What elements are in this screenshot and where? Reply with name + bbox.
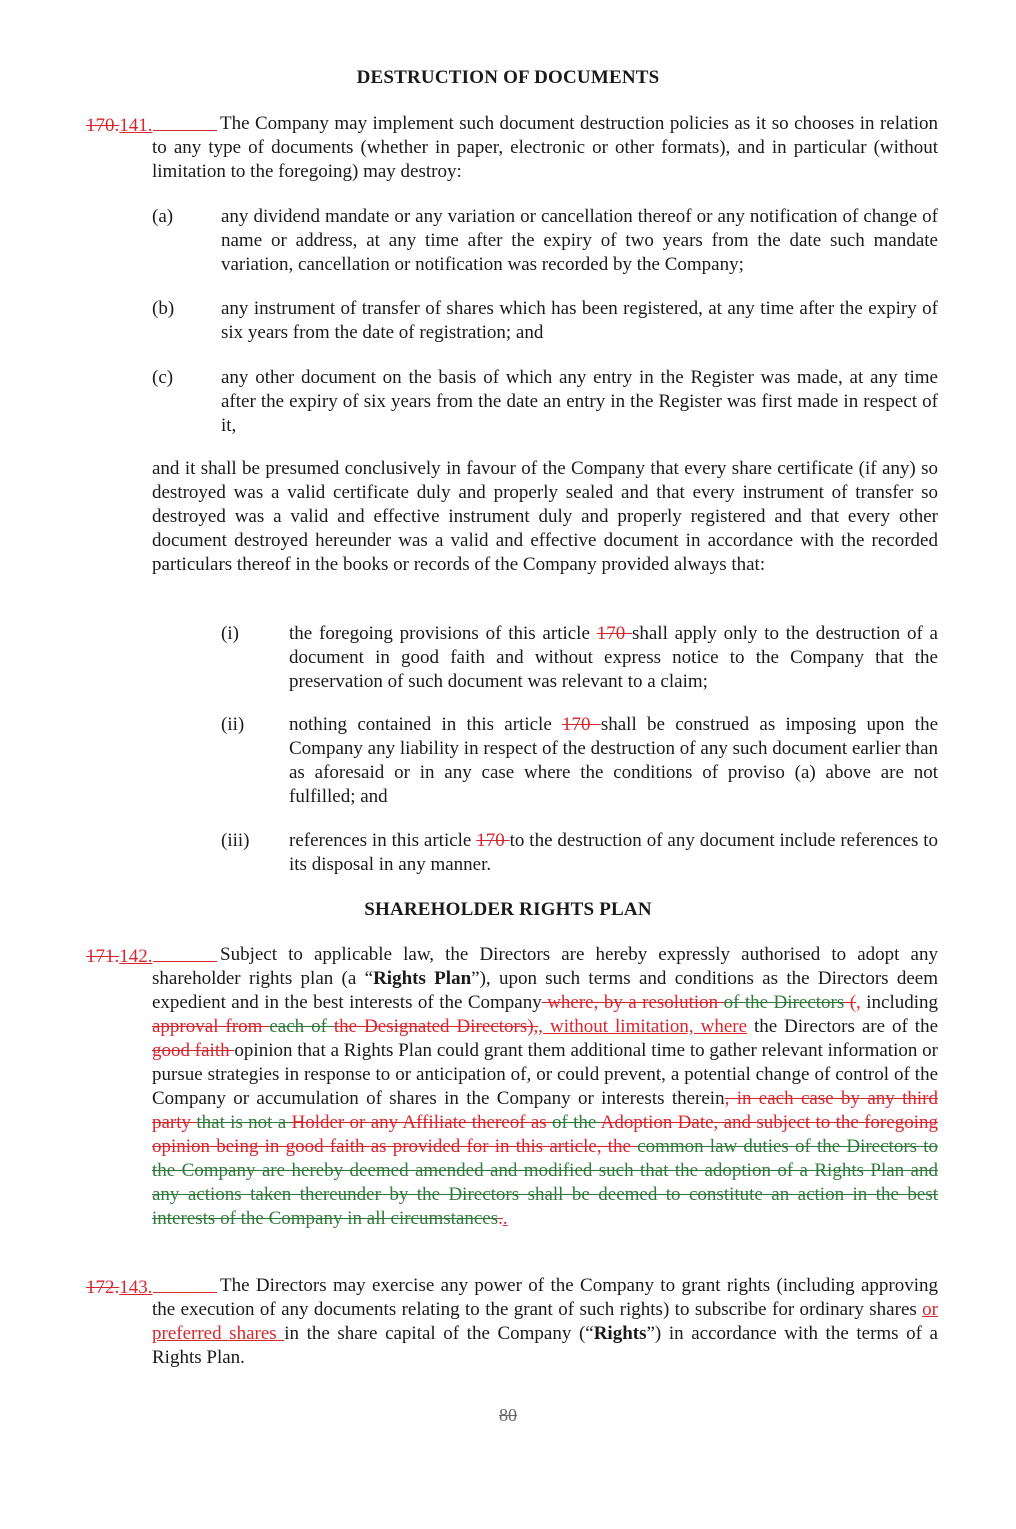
inserted-article-number: 141. xyxy=(119,115,153,136)
proviso-text: to the destruction of any document include references to its disposal in any manner. xyxy=(289,830,939,875)
deleted-reference: 170 xyxy=(596,623,632,644)
item-a-label: (a) xyxy=(152,206,174,227)
deleted-text: . xyxy=(498,1208,503,1229)
item-b-label: (b) xyxy=(152,298,175,319)
article-141-body: The Company may implement such document destruction policies as it so chooses in relation to any type of documents (whether in paper, electronic or other formats), and in particular (without limitation to the foregoing) may destroy: xyxy=(152,113,938,182)
deleted-article-number: 171. xyxy=(86,946,120,967)
deleted-reference: 170 xyxy=(562,714,601,735)
article-142-body xyxy=(152,943,938,1231)
defined-term: Rights xyxy=(593,1323,647,1344)
deleted-text: Holder or any Affiliate thereof as xyxy=(291,1112,552,1133)
text-run: ”), upon such terms and conditions as the Directors deem expedient and in the best interests of the Company xyxy=(152,968,938,1013)
item-a-text: any dividend mandate or any variation or cancellation thereof or any notification of change of name or address, at any time after the expiry of two years from the date such mandate variation, cancellation or notification was recorded by the Company; xyxy=(221,206,938,275)
moved-deleted-text: each of xyxy=(269,1016,334,1037)
inserted-text: or preferred shares xyxy=(152,1299,938,1344)
deleted-text: ( xyxy=(844,992,857,1013)
defined-term: Rights Plan xyxy=(373,968,472,989)
proviso-i-label: (i) xyxy=(221,623,239,644)
deleted-article-number: 172. xyxy=(86,1277,120,1298)
deleted-text: good faith xyxy=(152,1040,235,1061)
proviso-ii-text xyxy=(289,713,938,809)
deleted-text: Adoption Date, and subject to the foregoing opinion being in good faith as provided for in this article, the xyxy=(152,1112,938,1157)
deleted-text: the Designated Directors), xyxy=(333,1016,539,1037)
inserted-text: , without limitation, where xyxy=(538,1016,748,1037)
inserted-article-number: 143. xyxy=(119,1277,153,1298)
heading-destruction-of-documents: DESTRUCTION OF DOCUMENTS xyxy=(356,67,660,88)
item-c-text: any other document on the basis of which any entry in the Register was made, at any time after the expiry of six years from the date an entry in the Register was first made in respect of it, xyxy=(221,367,938,436)
proviso-text: nothing contained in this article xyxy=(289,714,563,735)
proviso-text: shall be construed as imposing upon the Company any liability in respect of the destruction of any such document earlier than as aforesaid or in any case where the conditions of proviso (a) above are not fulfilled; and xyxy=(289,714,939,807)
text-run: ”) in accordance with the terms of a Rights Plan. xyxy=(152,1323,938,1368)
text-run: including xyxy=(860,992,939,1013)
text-run: the Directors are of the xyxy=(747,1016,939,1037)
proviso-text: shall apply only to the destruction of a document in good faith and without express notice to the Company that the preservation of such document was relevant to a claim; xyxy=(289,623,938,692)
item-b-text: any instrument of transfer of shares which has been registered, at any time after the expiry of six years from the date of registration; and xyxy=(221,298,938,343)
inserted-text: , xyxy=(856,992,861,1013)
moved-deleted-text: common law duties of the Directors to the Company are hereby deemed amended and modified such that the adoption of a Rights Plan and any actions taken thereunder by the Directors shall be deemed to constitute an action in the best interests of the Company in all circumstances xyxy=(152,1136,939,1229)
proviso-iii-label: (iii) xyxy=(221,830,250,851)
moved-deleted-text: that is not a xyxy=(196,1112,292,1133)
deleted-text: approval from xyxy=(152,1016,270,1037)
article-143-body xyxy=(152,1274,938,1370)
text-run: The Directors may exercise any power of the Company to grant rights (including approving the execution of any documents relating to the grant of such rights) to subscribe for ordinary shares xyxy=(152,1275,938,1320)
inserted-text: . xyxy=(502,1208,508,1229)
item-c-label: (c) xyxy=(152,367,174,388)
page-number: 80 xyxy=(499,1405,517,1425)
text-run: Subject to applicable law, the Directors are hereby expressly authorised to adopt any shareholder rights plan (a “ xyxy=(152,944,938,989)
inserted-article-number: 142. xyxy=(119,946,153,967)
proviso-text: the foregoing provisions of this article xyxy=(289,623,597,644)
deleted-reference: 170 xyxy=(476,830,510,851)
text-run: in the share capital of the Company (“ xyxy=(284,1323,594,1344)
proviso-ii-label: (ii) xyxy=(221,714,245,735)
deleted-text: where, by a resolution xyxy=(541,992,724,1013)
moved-deleted-text: of the Directors xyxy=(723,992,845,1013)
text-run: opinion that a Rights Plan could grant them additional time to gather relevant information or pursue strategies in response to or anticipation of, or could prevent, a potential change of control of the Company or accumulation of shares in the Company or interests therein xyxy=(152,1040,938,1109)
proviso-iii-text xyxy=(289,829,938,877)
proviso-i-text xyxy=(289,622,938,694)
proviso-text: references in this article xyxy=(289,830,477,851)
article-141-continuation: and it shall be presumed conclusively in favour of the Company that every share certificate (if any) so destroyed was a valid certificate duly and properly sealed and that every instrument of transfer so destroyed was a valid and effective instrument duly and properly registered and that every other document destroyed hereunder was a valid and effective document in accordance with the recorded particulars thereof in the books or records of the Company provided always that: xyxy=(152,458,938,575)
moved-deleted-text: of the xyxy=(551,1112,601,1133)
heading-shareholder-rights-plan: SHAREHOLDER RIGHTS PLAN xyxy=(364,899,652,920)
deleted-article-number: 170. xyxy=(86,115,120,136)
deleted-text: , in each case by any third party xyxy=(152,1088,939,1133)
